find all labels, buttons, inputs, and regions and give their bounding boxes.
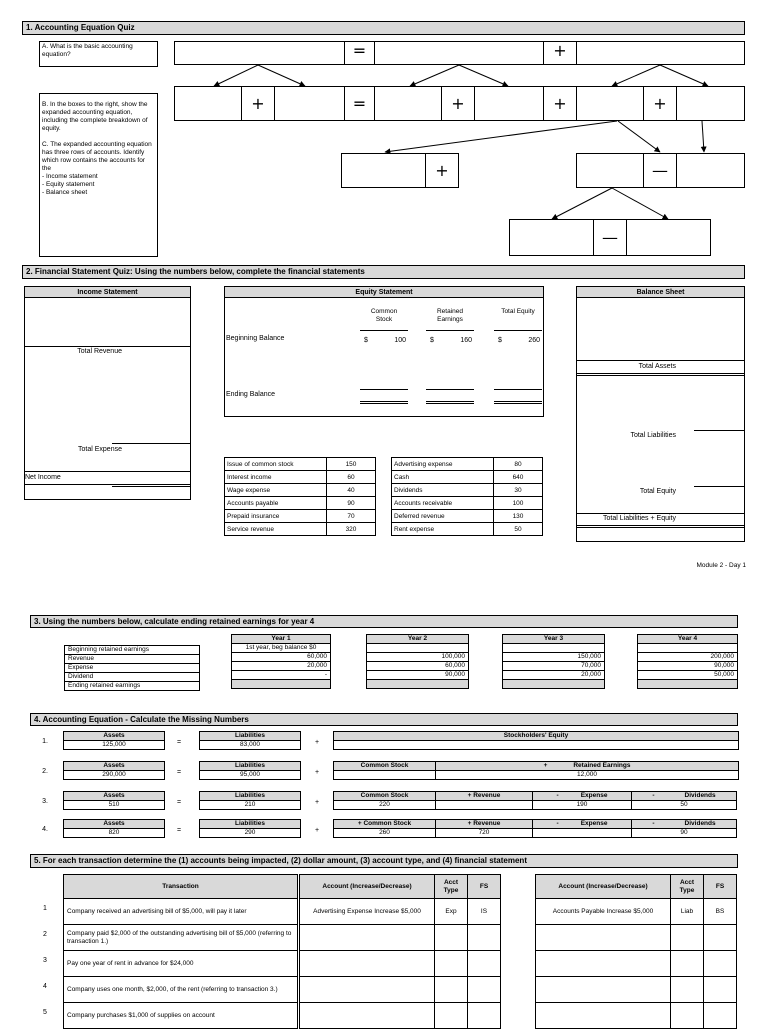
account-amount: 130 bbox=[494, 510, 543, 523]
fs-cell[interactable]: BS bbox=[704, 899, 737, 925]
total-revenue-label: Total Revenue bbox=[77, 348, 122, 355]
plus-sign: + bbox=[241, 86, 275, 121]
plus-sign: + bbox=[314, 827, 320, 834]
table-row bbox=[225, 497, 376, 510]
row-label: Dividend bbox=[65, 673, 200, 682]
liabilities-header: Liabilities bbox=[200, 792, 301, 801]
fs-cell[interactable] bbox=[704, 977, 737, 1003]
currency-sign: $ bbox=[430, 337, 434, 344]
fs-cell[interactable] bbox=[468, 977, 501, 1003]
account-name: Advertising expense bbox=[392, 458, 494, 471]
row-number: 1 bbox=[43, 905, 47, 912]
account-amount: 640 bbox=[494, 471, 543, 484]
transaction-text: Company paid $2,000 of the outstanding advertising bill of $5,000 (referring to transaction 1.) bbox=[64, 925, 298, 951]
liabilities-header: Liabilities bbox=[200, 762, 301, 771]
table-row bbox=[225, 471, 376, 484]
eq-row-1-assets bbox=[63, 731, 165, 750]
assets-header: Assets bbox=[64, 762, 165, 771]
acct-type-header: Acct Type bbox=[435, 875, 468, 899]
div-value: 90 bbox=[632, 829, 737, 838]
liabilities-value: 83,000 bbox=[200, 741, 301, 750]
account-name: Issue of common stock bbox=[225, 458, 327, 471]
year-value: 70,000 bbox=[503, 662, 605, 671]
account-amount: 80 bbox=[494, 458, 543, 471]
re-labels-table bbox=[64, 645, 200, 691]
div-header: Dividends bbox=[684, 820, 716, 827]
acct-type-cell[interactable] bbox=[435, 977, 468, 1003]
row-label: Ending retained earnings bbox=[65, 682, 200, 691]
fs-header: FS bbox=[468, 875, 501, 899]
eq-row-3-assets bbox=[63, 791, 165, 810]
section-1-title: 1. Accounting Equation Quiz bbox=[22, 21, 745, 35]
re-header: Retained Earnings bbox=[573, 762, 631, 769]
account-name: Prepaid insurance bbox=[225, 510, 327, 523]
fs-header: FS bbox=[704, 875, 737, 899]
table-row bbox=[65, 646, 200, 655]
minus-sign: — bbox=[593, 219, 627, 256]
total-expense-label: Total Expense bbox=[78, 446, 122, 453]
eq-row-1-liabilities bbox=[199, 731, 301, 750]
plus-sign: + bbox=[543, 86, 577, 121]
year-value: 20,000 bbox=[232, 662, 331, 671]
re-value: 12,000 bbox=[436, 771, 739, 780]
assets-value: 125,000 bbox=[64, 741, 165, 750]
plus-sign: + bbox=[643, 86, 677, 121]
ending-re-cell[interactable] bbox=[503, 680, 605, 689]
eq-row-1-equity bbox=[333, 731, 739, 750]
account-table-1 bbox=[299, 874, 501, 1029]
table-row bbox=[392, 471, 543, 484]
fs-cell[interactable] bbox=[704, 951, 737, 977]
cs-value: 220 bbox=[334, 801, 436, 810]
equals-sign: = bbox=[176, 739, 182, 746]
ending-re-cell[interactable] bbox=[638, 680, 738, 689]
equity-statement-title: Equity Statement bbox=[224, 286, 544, 298]
row-number: 2 bbox=[43, 931, 47, 938]
year-header: Year 1 bbox=[232, 635, 331, 644]
assets-value: 510 bbox=[64, 801, 165, 810]
assets-header: Assets bbox=[64, 792, 165, 801]
account-name: Deferred revenue bbox=[392, 510, 494, 523]
year-value: 100,000 bbox=[367, 653, 469, 662]
balance-sheet-title: Balance Sheet bbox=[576, 286, 745, 298]
fs-cell[interactable] bbox=[704, 1003, 737, 1029]
assets-header: Assets bbox=[64, 732, 165, 741]
col-common-stock: Common Stock bbox=[370, 308, 398, 323]
transaction-text: Company uses one month, $2,000, of the rent (referring to transaction 3.) bbox=[64, 977, 298, 1003]
acct-type-cell[interactable] bbox=[435, 925, 468, 951]
question-c-item: - Equity statement bbox=[42, 181, 95, 188]
cs-value[interactable] bbox=[334, 771, 436, 780]
se-value[interactable] bbox=[334, 741, 739, 750]
fs-cell[interactable] bbox=[468, 1003, 501, 1029]
plus-sign: + bbox=[314, 769, 320, 776]
account-header: Account (Increase/Decrease) bbox=[300, 875, 435, 899]
cs-header: + Common Stock bbox=[334, 820, 436, 829]
total-assets-label: Total Assets bbox=[638, 363, 676, 370]
acct-type-cell[interactable] bbox=[671, 977, 704, 1003]
table-row bbox=[65, 664, 200, 673]
account-cell[interactable] bbox=[300, 951, 435, 977]
account-amount: 70 bbox=[327, 510, 376, 523]
total-equity-label: Total Equity bbox=[639, 488, 676, 495]
question-c: C. The expanded accounting equation has three rows of accounts. Identify which row contains the accounts for the bbox=[42, 141, 152, 172]
eq-row-4-assets bbox=[63, 819, 165, 838]
fs-cell[interactable]: IS bbox=[468, 899, 501, 925]
year-3-table bbox=[502, 634, 605, 689]
liabilities-header: Liabilities bbox=[200, 732, 301, 741]
minus-sign: - bbox=[652, 820, 655, 827]
table-row bbox=[65, 673, 200, 682]
minus-sign: - bbox=[556, 820, 559, 827]
section-5-title: 5. For each transaction determine the (1) accounts being impacted, (2) dollar amount, (3) account type, and (4) financial statement bbox=[30, 854, 738, 868]
account-amount: 50 bbox=[494, 523, 543, 536]
account-amount: 90 bbox=[327, 497, 376, 510]
acct-type-cell[interactable]: Exp bbox=[435, 899, 468, 925]
exp-value[interactable] bbox=[533, 829, 632, 838]
fs-cell[interactable] bbox=[468, 951, 501, 977]
table-row bbox=[65, 682, 200, 691]
income-statement-title: Income Statement bbox=[24, 286, 191, 298]
year-value: 90,000 bbox=[367, 671, 469, 680]
ending-re-cell[interactable] bbox=[232, 680, 331, 689]
account-cell[interactable] bbox=[536, 951, 671, 977]
table-row bbox=[392, 510, 543, 523]
row-number: 2. bbox=[42, 768, 48, 775]
account-cell[interactable] bbox=[536, 925, 671, 951]
row-number: 3. bbox=[42, 798, 48, 805]
table-row bbox=[225, 458, 376, 471]
year-value: 60,000 bbox=[232, 653, 331, 662]
rev-value[interactable] bbox=[436, 801, 533, 810]
account-amount: 60 bbox=[327, 471, 376, 484]
transaction-header: Transaction bbox=[64, 875, 298, 899]
equals-sign: = bbox=[176, 769, 182, 776]
account-cell[interactable] bbox=[300, 925, 435, 951]
account-cell[interactable] bbox=[536, 977, 671, 1003]
row-label: Revenue bbox=[65, 655, 200, 664]
account-name: Accounts payable bbox=[225, 497, 327, 510]
eq-row-2-equity bbox=[333, 761, 739, 780]
account-cell[interactable]: Advertising Expense Increase $5,000 bbox=[300, 899, 435, 925]
eq-row-4-equity bbox=[333, 819, 737, 838]
account-cell[interactable] bbox=[300, 1003, 435, 1029]
year-header: Year 4 bbox=[638, 635, 738, 644]
net-income-label: Net Income bbox=[25, 474, 61, 481]
year-value[interactable] bbox=[367, 644, 469, 653]
account-cell[interactable]: Accounts Payable Increase $5,000 bbox=[536, 899, 671, 925]
account-amount: 320 bbox=[327, 523, 376, 536]
year-4-table bbox=[637, 634, 738, 689]
account-cell[interactable] bbox=[300, 977, 435, 1003]
beg-retained-earnings: 160 bbox=[460, 337, 472, 344]
page-footer: Module 2 - Day 1 bbox=[696, 562, 746, 569]
fs-cell[interactable] bbox=[704, 925, 737, 951]
liabilities-value: 290 bbox=[200, 829, 301, 838]
question-a: A. What is the basic accounting equation? bbox=[39, 41, 158, 67]
year-2-table bbox=[366, 634, 469, 689]
row-number: 4. bbox=[42, 826, 48, 833]
rev-header: + Revenue bbox=[436, 792, 533, 801]
accounts-table-right bbox=[391, 457, 543, 536]
ending-re-cell[interactable] bbox=[367, 680, 469, 689]
acct-type-cell[interactable] bbox=[435, 1003, 468, 1029]
equals-sign: = bbox=[176, 827, 182, 834]
year-value: 60,000 bbox=[367, 662, 469, 671]
eq-row-4-liabilities bbox=[199, 819, 301, 838]
plus-sign: + bbox=[543, 762, 548, 769]
cs-header: Common Stock bbox=[334, 792, 436, 801]
year-value: - bbox=[232, 671, 331, 680]
account-name: Accounts receivable bbox=[392, 497, 494, 510]
currency-sign: $ bbox=[498, 337, 502, 344]
acct-type-cell[interactable] bbox=[435, 951, 468, 977]
rev-header: + Revenue bbox=[436, 820, 533, 829]
row-number: 1. bbox=[42, 738, 48, 745]
plus-sign: + bbox=[441, 86, 475, 121]
liabilities-value: 95,000 bbox=[200, 771, 301, 780]
plus-sign: + bbox=[314, 799, 320, 806]
table-row bbox=[392, 458, 543, 471]
col-total-equity: Total Equity bbox=[501, 308, 535, 315]
question-b: B. In the boxes to the right, show the expanded accounting equation, including the complete breakdown of equity. bbox=[42, 101, 148, 132]
minus-sign: - bbox=[556, 792, 559, 799]
account-amount: 150 bbox=[327, 458, 376, 471]
acct-type-cell[interactable]: Liab bbox=[671, 899, 704, 925]
exp-header: Expense bbox=[580, 820, 608, 827]
row-label: Expense bbox=[65, 664, 200, 673]
beginning-balance-label: Beginning Balance bbox=[226, 335, 285, 342]
row-number-column bbox=[30, 874, 60, 1026]
beg-total-equity: 260 bbox=[528, 337, 540, 344]
accounts-table-left bbox=[224, 457, 376, 536]
table-row bbox=[225, 484, 376, 497]
rev-value: 720 bbox=[436, 829, 533, 838]
year-value[interactable] bbox=[503, 644, 605, 653]
currency-sign: $ bbox=[364, 337, 368, 344]
year-value: 1st year, beg balance $0 bbox=[232, 644, 331, 653]
eq-row-3-liabilities bbox=[199, 791, 301, 810]
equals-sign: = bbox=[344, 86, 375, 121]
acct-type-header: Acct Type bbox=[671, 875, 704, 899]
acct-type-cell[interactable] bbox=[671, 1003, 704, 1029]
se-header: Stockholders' Equity bbox=[334, 732, 739, 741]
year-header: Year 2 bbox=[367, 635, 469, 644]
transaction-text: Company purchases $1,000 of supplies on account bbox=[64, 1003, 298, 1029]
total-liabilities-label: Total Liabilities bbox=[630, 432, 676, 439]
transaction-table bbox=[63, 874, 298, 1029]
account-name: Wage expense bbox=[225, 484, 327, 497]
section-2-title: 2. Financial Statement Quiz: Using the numbers below, complete the financial statements bbox=[22, 265, 745, 279]
year-1-table bbox=[231, 634, 331, 689]
equals-sign: = bbox=[176, 799, 182, 806]
minus-sign: - bbox=[652, 792, 655, 799]
assets-value: 290,000 bbox=[64, 771, 165, 780]
table-row bbox=[225, 510, 376, 523]
question-c-item: - Income statement bbox=[42, 173, 98, 180]
year-value: 200,000 bbox=[638, 653, 738, 662]
income-statement bbox=[24, 286, 191, 500]
transaction-text: Company received an advertising bill of $5,000, will pay it later bbox=[64, 899, 298, 925]
liabilities-value: 210 bbox=[200, 801, 301, 810]
acct-type-cell[interactable] bbox=[671, 925, 704, 951]
section-4-title: 4. Accounting Equation - Calculate the Missing Numbers bbox=[30, 713, 738, 726]
table-row bbox=[65, 655, 200, 664]
plus-sign: + bbox=[314, 739, 320, 746]
table-row bbox=[392, 484, 543, 497]
year-value: 150,000 bbox=[503, 653, 605, 662]
row-number: 4 bbox=[43, 983, 47, 990]
account-amount: 100 bbox=[494, 497, 543, 510]
year-header: Year 3 bbox=[503, 635, 605, 644]
account-name: Cash bbox=[392, 471, 494, 484]
section-3-title: 3. Using the numbers below, calculate ending retained earnings for year 4 bbox=[30, 615, 738, 628]
eq-row-2-liabilities bbox=[199, 761, 301, 780]
table-row bbox=[225, 523, 376, 536]
year-value: 50,000 bbox=[638, 671, 738, 680]
account-table-2 bbox=[535, 874, 737, 1029]
equation-arrows bbox=[0, 0, 768, 270]
acct-type-cell[interactable] bbox=[671, 951, 704, 977]
liabilities-header: Liabilities bbox=[200, 820, 301, 829]
year-value[interactable] bbox=[638, 644, 738, 653]
plus-sign: + bbox=[425, 153, 459, 188]
transaction-text: Pay one year of rent in advance for $24,000 bbox=[64, 951, 298, 977]
exp-value: 190 bbox=[533, 801, 632, 810]
account-name: Dividends bbox=[392, 484, 494, 497]
cs-header: Common Stock bbox=[334, 762, 436, 771]
eq-row-3-equity bbox=[333, 791, 737, 810]
assets-value: 820 bbox=[64, 829, 165, 838]
account-name: Interest income bbox=[225, 471, 327, 484]
year-value: 90,000 bbox=[638, 662, 738, 671]
cs-value: 260 bbox=[334, 829, 436, 838]
exp-header: Expense bbox=[580, 792, 608, 799]
div-header: Dividends bbox=[684, 792, 716, 799]
plus-sign: + bbox=[543, 41, 577, 65]
table-row bbox=[392, 523, 543, 536]
total-le-label: Total Liabilities + Equity bbox=[603, 515, 676, 522]
account-cell[interactable] bbox=[536, 1003, 671, 1029]
minus-sign: — bbox=[643, 153, 677, 188]
account-amount: 40 bbox=[327, 484, 376, 497]
year-value: 20,000 bbox=[503, 671, 605, 680]
fs-cell[interactable] bbox=[468, 925, 501, 951]
account-name: Rent expense bbox=[392, 523, 494, 536]
table-row bbox=[392, 497, 543, 510]
div-value: 50 bbox=[632, 801, 737, 810]
question-c-item: - Balance sheet bbox=[42, 189, 88, 196]
balance-sheet bbox=[576, 286, 745, 542]
equals-sign: = bbox=[344, 41, 375, 65]
account-amount: 30 bbox=[494, 484, 543, 497]
assets-header: Assets bbox=[64, 820, 165, 829]
row-number: 5 bbox=[43, 1009, 47, 1016]
col-retained-earnings: Retained Earnings bbox=[436, 308, 464, 323]
account-header: Account (Increase/Decrease) bbox=[536, 875, 671, 899]
ending-balance-label: Ending Balance bbox=[226, 391, 276, 398]
row-number: 3 bbox=[43, 957, 47, 964]
eq-row-2-assets bbox=[63, 761, 165, 780]
account-name: Service revenue bbox=[225, 523, 327, 536]
row-label: Beginning retained earnings bbox=[65, 646, 200, 655]
beg-common-stock: 100 bbox=[394, 337, 406, 344]
